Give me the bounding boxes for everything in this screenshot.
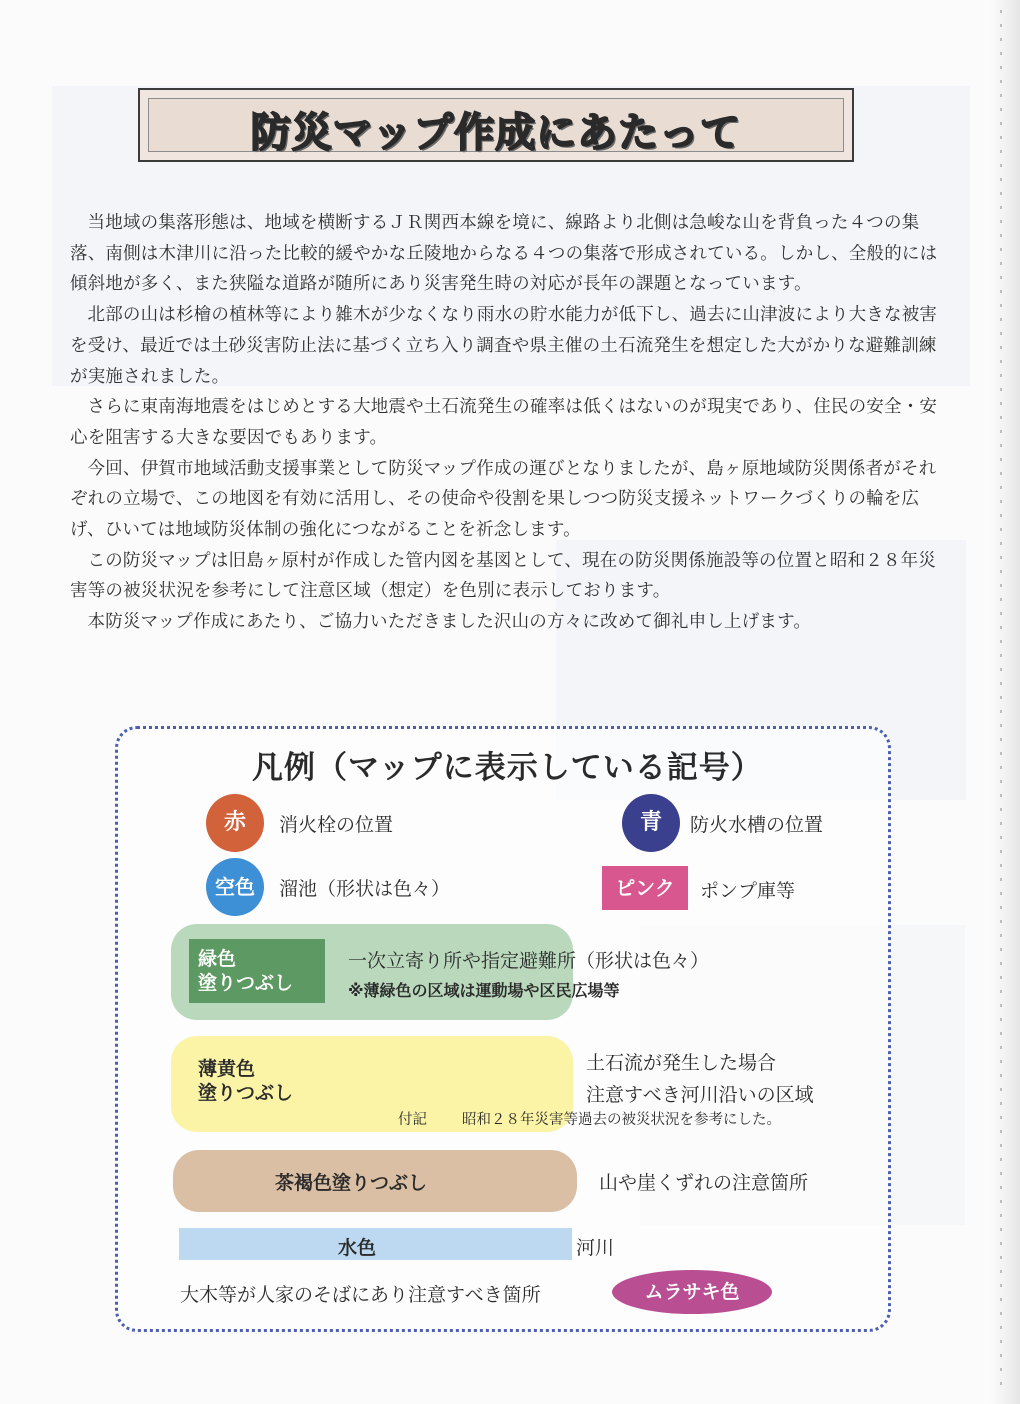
green-note: ※薄緑色の区域は運動場や区民広場等	[348, 981, 620, 1000]
red-tag: 赤	[223, 810, 246, 835]
yellow-tag-line1: 薄黄色	[198, 1058, 256, 1080]
skyblue-circle-icon	[206, 858, 264, 916]
brown-tag: 茶褐色塗りつぶし	[275, 1172, 428, 1194]
legend-title: 凡例（マップに表示している記号）	[252, 750, 763, 786]
green-label: 一次立寄り所や指定避難所（形状は色々）	[348, 950, 710, 972]
red-label: 消火栓の位置	[279, 814, 394, 836]
pink-tag: ピンク	[615, 876, 675, 900]
paragraph: 北部の山は杉檜の植林等により雑木が少なくなり雨水の貯水能力が低下し、過去に山津波により大きな被害を受け、最近では土砂災害防止法に基づく立ち入り調査や県主催の土石流発生を想定した大がかりな避難訓練が実施されました。	[70, 305, 938, 387]
yellow-label-line2: 注意すべき河川沿いの区域	[586, 1084, 814, 1106]
intro-text	[70, 208, 942, 638]
green-tag-line2: 塗りつぶし	[198, 972, 294, 994]
blue-tag: 青	[639, 810, 662, 835]
paragraph: さらに東南海地震をはじめとする大地震や土石流発生の確率は低くはないのが現実であり、住民の安全・安心を阻害する大きな要因でもあります。	[70, 397, 938, 448]
water-tag: 水色	[338, 1237, 377, 1259]
paragraph: この防災マップは旧島ヶ原村が作成した管内図を基図として、現在の防災関係施設等の位置と昭和２８年災害等の被災状況を参考にして注意区域（想定）を色別に表示しております。	[70, 550, 937, 602]
binding-holes	[1000, 10, 1002, 1390]
title-plaque-inner	[148, 98, 844, 156]
yellow-label-line1: 土石流が発生した場合	[586, 1052, 777, 1074]
skyblue-label: 溜池（形状は色々）	[279, 878, 451, 900]
green-tag-box	[189, 939, 325, 1003]
green-tag-line1: 緑色	[198, 948, 237, 970]
blue-circle-icon	[622, 794, 680, 852]
yellow-tag-line2: 塗りつぶし	[198, 1082, 294, 1104]
pink-tag-box	[602, 866, 688, 910]
pink-label: ポンプ庫等	[700, 880, 796, 902]
red-circle-icon	[206, 794, 264, 852]
paragraph: 今回、伊賀市地域活動支援事業として防災マップ作成の運びとなりましたが、島ヶ原地域防災関係者がそれぞれの立場で、この地図を有効に活用し、その使命や役割を果しつつ防災支援ネットワークづくりの輪を広げ、ひいては地域防災体制の強化につながることを祈念します。	[70, 458, 937, 541]
brown-label: 山や崖くずれの注意箇所	[599, 1172, 809, 1194]
paragraph: 当地域の集落形態は、地域を横断するＪＲ関西本線を境に、線路より北側は急峻な山を背負った４つの集落、南側は木津川に沿った比較的緩やかな丘陵地からなる４つの集落で形成されている。しかし、全般的には傾斜地が多く、また狭隘な道路が随所にあり災害発生時の対応が長年の課題となっています。	[70, 213, 938, 295]
page-edge	[990, 0, 1020, 1404]
blue-label: 防火水槽の位置	[690, 814, 824, 836]
title-plaque	[138, 88, 854, 162]
purple-label: 大木等が人家のそばにあり注意すべき箇所	[180, 1284, 541, 1306]
yellow-note-head: 付記	[398, 1112, 427, 1128]
water-label: 河川	[576, 1237, 615, 1259]
skyblue-tag: 空色	[215, 875, 255, 899]
yellow-note: 昭和２８年災害等過去の被災状況を参考にした。	[462, 1112, 781, 1128]
purple-tag-box	[612, 1270, 772, 1314]
purple-tag: ムラサキ色	[644, 1281, 740, 1303]
page-title: 防災マップ作成にあたって	[250, 110, 742, 156]
paragraph: 本防災マップ作成にあたり、ご協力いただきました沢山の方々に改めて御礼申し上げます。	[87, 612, 812, 633]
